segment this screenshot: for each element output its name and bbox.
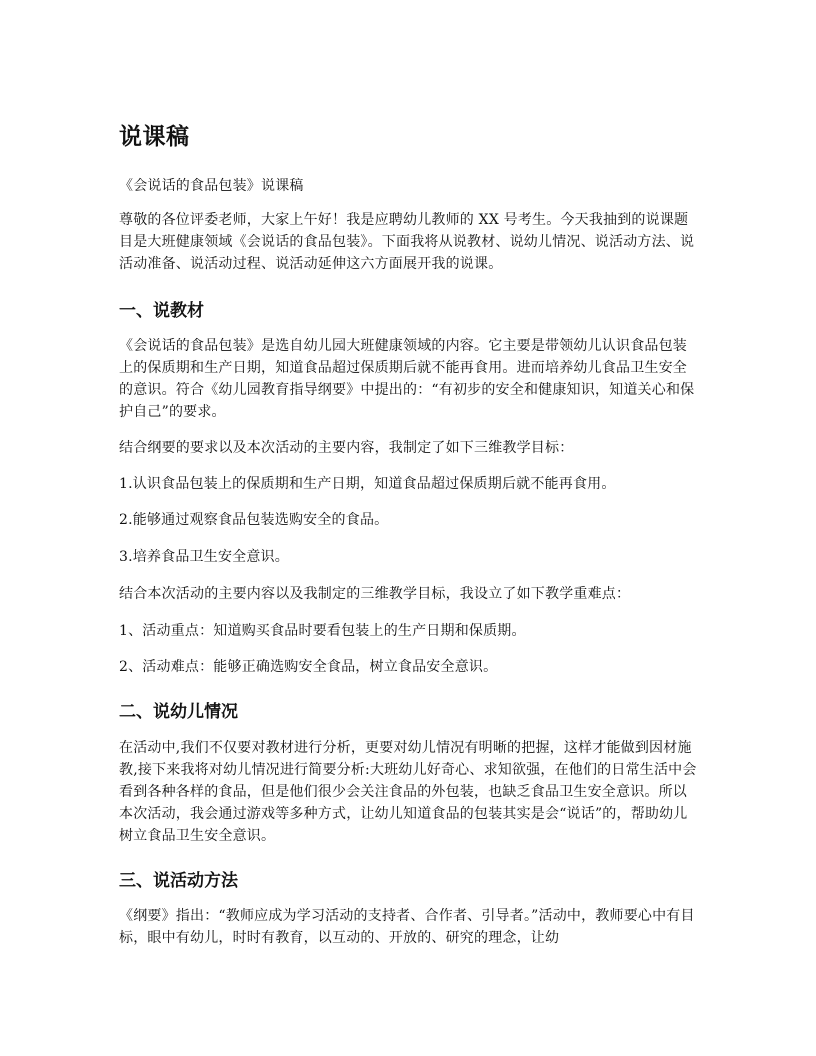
- materials-paragraph: 《会说话的食品包装》是选自幼儿园大班健康领域的内容。它主要是带领幼儿认识食品包装上的保质期和生产日期，知道食品超过保质期后就不能再食用。进而培养幼儿食品卫生安全的意识。符合《幼儿园教育指导纲要》中提出的：“有初步的安全和健康知识，知道关心和保护自己”的要求。: [119, 338, 695, 420]
- key-point-item-2: 2、活动难点：能够正确选购安全食品，树立食品安全意识。: [119, 659, 498, 675]
- page-title: 说课稿: [119, 124, 190, 150]
- goals-intro-paragraph: 结合纲要的要求以及本次活动的主要内容，我制定了如下三维教学目标：: [119, 440, 574, 456]
- children-paragraph: 在活动中,我们不仅要对教材进行分析，更要对幼儿情况有明晰的把握，这样才能做到因材施教,接下来我将对幼儿情况进行简要分析:大班幼儿好奇心、求知欲强，在他们的日常生活中会看到各种各样的食品，但是他们很少会关注食品的外包装，也缺乏食品卫生安全意识。所以本次活动，我会通过游戏等多种方式，让幼儿知道食品的包装其实是会“说话”的，帮助幼儿树立食品卫生安全意识。: [119, 740, 697, 844]
- goal-item-1: 1.认识食品包装上的保质期和生产日期，知道食品超过保质期后就不能再食用。: [119, 476, 616, 492]
- section-heading-methods: 三、说活动方法: [119, 871, 238, 891]
- goal-item-2: 2.能够通过观察食品包装选购安全的食品。: [119, 512, 389, 528]
- key-points-intro-paragraph: 结合本次活动的主要内容以及我制定的三维教学目标，我设立了如下教学重难点：: [119, 586, 631, 602]
- doc-subtitle: 《会说话的食品包装》说课稿: [119, 178, 304, 194]
- key-point-item-1: 1、活动重点：知道购买食品时要看包装上的生产日期和保质期。: [119, 623, 526, 639]
- methods-paragraph: 《纲要》指出：“教师应成为学习活动的支持者、合作者、引导者。”活动中，教师要心中有目标，眼中有幼儿，时时有教育，以互动的、开放的、研究的理念，让幼: [119, 908, 695, 946]
- goal-item-3: 3.培养食品卫生安全意识。: [119, 549, 289, 565]
- intro-paragraph: 尊敬的各位评委老师，大家上午好！我是应聘幼儿教师的 XX 号考生。今天我抽到的说课题目是大班健康领域《会说话的食品包装》。下面我将从说教材、说幼儿情况、说活动方法、说活动准备、说活动过程、说活动延伸这六方面展开我的说课。: [119, 212, 695, 272]
- section-heading-children: 二、说幼儿情况: [119, 702, 238, 722]
- section-heading-materials: 一、说教材: [119, 301, 204, 321]
